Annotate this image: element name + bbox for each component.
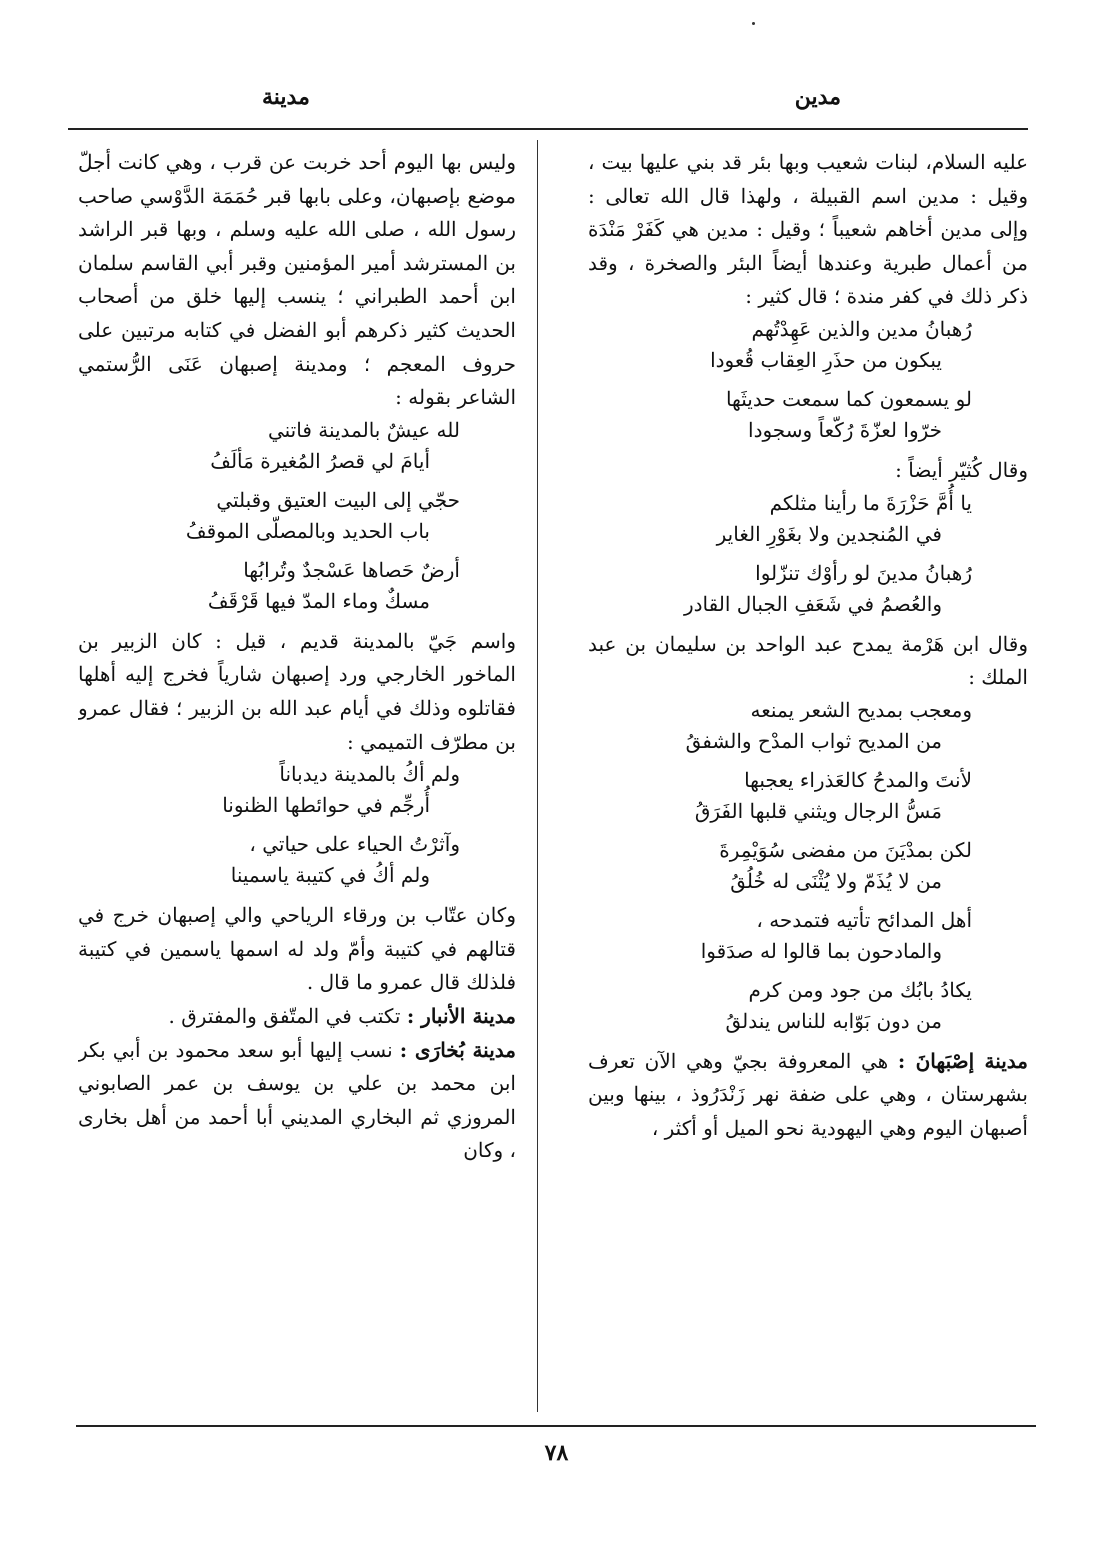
stanza-gap: [588, 446, 1028, 454]
stanza-gap: [588, 620, 1028, 628]
stanza-gap: [78, 547, 516, 555]
paragraph: عليه السلام، لبنات شعيب وبها بئر قد بني عليها بيت ، وقيل : مدين اسم القبيلة ، ولهذا قال الله تعالى : وإلى مدين أخاهم شعيباً ؛ وقيل : مدين هي كَفَرْ مَنْدَة من أعمال طبرية وعندها أيضاً البئر والصخرة ، وقد ذكر ذلك في كفر مندة ؛ قال كثير :: [588, 150, 1028, 309]
verse-couplet: [588, 558, 1028, 620]
running-header-right: مدين: [794, 84, 841, 110]
verse-first-hemistich: يكادُ بابُك من جود ومن كرم: [748, 977, 972, 1002]
verse-couplet: [78, 485, 516, 547]
verse-couplet: [78, 555, 516, 617]
verse-couplet: [588, 488, 1028, 550]
page-number: ٧٨: [544, 1440, 569, 1466]
verse-second-hemistich: أيامَ لي قصرُ المُغيرة مَألَفُ: [210, 448, 430, 473]
verse-first-hemistich: أرضٌ حَصاها عَسْجدٌ وتُرابُها: [243, 557, 460, 582]
verse-first-hemistich: رُهبانُ مدينَ لو رأوْك تنزّلوا: [755, 560, 972, 585]
verse-couplet: [78, 829, 516, 891]
verse-couplet: [78, 759, 516, 821]
verse-couplet: [78, 415, 516, 477]
entry-text: تكتب في المتّفق والمفترق .: [168, 1003, 407, 1028]
verse-couplet: [588, 695, 1028, 757]
verse-couplet: [588, 975, 1028, 1037]
column-divider: [537, 140, 538, 1412]
verse-first-hemistich: لكن بمدْيَنَ من مفضى سُوَيْمِرةَ: [719, 837, 972, 862]
verse-second-hemistich: أُرجِّم في حوائطها الظنونا: [222, 793, 430, 818]
stanza-gap: [78, 891, 516, 899]
verse-couplet: [588, 905, 1028, 967]
verse-first-hemistich: لأنتَ والمدحُ كالعَذراء يعجبها: [744, 767, 972, 792]
right-column: [588, 146, 1028, 1416]
verse-first-hemistich: لله عيشٌ بالمدينة فاتني: [267, 417, 460, 442]
footer-rule: [76, 1425, 1036, 1427]
stanza-gap: [588, 550, 1028, 558]
entry-headword: مدينة بُخارَى :: [399, 1037, 516, 1062]
verse-couplet: [588, 384, 1028, 446]
verse-couplet: [588, 835, 1028, 897]
verse-first-hemistich: أهل المدائح تأتيه فتمدحه ،: [756, 907, 972, 932]
verse-first-hemistich: ومعجب بمديح الشعر يمنعه: [750, 697, 972, 722]
running-header-left: مدينة: [262, 84, 310, 110]
verse-second-hemistich: ولم أكُ في كتيبة ياسمينا: [230, 863, 430, 888]
paragraph: وقال كُثيّر أيضاً :: [895, 457, 1028, 482]
verse-couplet: [588, 314, 1028, 376]
verse-first-hemistich: ولم أكُ بالمدينة ديدباناً: [279, 762, 460, 787]
header-rule: [68, 128, 1028, 130]
stanza-gap: [588, 897, 1028, 905]
stanza-gap: [588, 757, 1028, 765]
paragraph: وقال ابن هَرْمة يمدح عبد الواحد بن سليمان بن عبد الملك :: [588, 631, 1028, 690]
verse-first-hemistich: وآثرْتُ الحياء على حياتي ،: [249, 832, 460, 857]
verse-second-hemistich: من لا يُذَمّ ولا يُثْنَى له خُلُقُ: [730, 868, 942, 893]
verse-second-hemistich: باب الحديد وبالمصلّى الموقفُ: [185, 518, 430, 543]
verse-couplet: [588, 765, 1028, 827]
stanza-gap: [588, 967, 1028, 975]
entry-text: هي المعروفة بجيّ وهي الآن تعرف بشهرستان ، وهي على ضفة نهر زَنْدَرُوذ ، بينها وبين أصبهان اليوم وهي اليهودية نحو الميل أو أكثر ،: [588, 1048, 1028, 1140]
stanza-gap: [588, 1037, 1028, 1045]
verse-first-hemistich: يا أُمَّ حَزْرَةَ ما رأينا مثلكم: [769, 490, 972, 515]
verse-first-hemistich: لو يسمعون كما سمعت حديثَها: [725, 386, 972, 411]
paragraph: واسم جَيّ بالمدينة قديم ، قيل : كان الزبير بن الماخور الخارجي ورد إصبهان شارياً فخرج إليه أهلها فقاتلوه وذلك في أيام عبد الله بن الزبير ؛ فقال عمرو بن مطرّف التميمي :: [78, 628, 516, 754]
entry-headword: مدينة الأنبار :: [406, 1003, 516, 1028]
verse-first-hemistich: رُهبانُ مدين والذين عَهِدْتُهم: [751, 316, 972, 341]
stanza-gap: [78, 477, 516, 485]
verse-second-hemistich: من دون بَوّابه للناس يندلقُ: [725, 1008, 942, 1033]
stanza-gap: [78, 617, 516, 625]
verse-second-hemistich: خرّوا لعزّةَ رُكّعاً وسجودا: [748, 417, 942, 442]
stanza-gap: [588, 376, 1028, 384]
dictionary-entry: [588, 1045, 1028, 1146]
verse-second-hemistich: مَسُّ الرجال ويثني قلبها الفَرَقُ: [694, 798, 942, 823]
verse-second-hemistich: مسكٌ وماء المدّ فيها قَرْقَفُ: [207, 588, 430, 613]
stanza-gap: [588, 827, 1028, 835]
dictionary-entry: [78, 1000, 516, 1034]
verse-second-hemistich: والمادحون بما قالوا له صدَقوا: [700, 938, 942, 963]
entry-headword: مدينة إصْبَهانَ :: [897, 1048, 1028, 1073]
paragraph: وكان عتّاب بن ورقاء الرياحي والي إصبهان خرج في قتالهم في كتيبة وأمّ ولد له اسمها ياسمين في كتيبة فلذلك قال عمرو ما قال .: [78, 903, 516, 995]
verse-second-hemistich: في المُنجدين ولا بغَوْرِ الغاير: [716, 521, 942, 546]
dictionary-entry: [78, 1034, 516, 1168]
paragraph: وليس بها اليوم أحد خربت عن قرب ، وهي كانت أجلّ موضع بإصبهان، وعلى بابها قبر حُمَمَة الدَّوْسي صاحب رسول الله ، صلى الله عليه وسلم ، وبها قبر الراشد بن المسترشد أمير المؤمنين وقبر أبي القاسم سلمان ابن أحمد الطبراني ؛ ينسب إليها خلق من أصحاب الحديث كثير ذكرهم أبو الفضل في كتابه مرتبين على حروف المعجم ؛ ومدينة إصبهان عَنَى الرُّستمي الشاعر بقوله :: [78, 150, 516, 410]
stanza-gap: [78, 821, 516, 829]
left-column: [78, 146, 516, 1416]
verse-second-hemistich: والعُصمُ في شَعَفِ الجبال القادر: [683, 591, 942, 616]
top-dot: [752, 22, 755, 25]
verse-first-hemistich: حجّي إلى البيت العتيق وقبلتي: [216, 487, 460, 512]
verse-second-hemistich: يبكون من حذَرِ العِقاب قُعودا: [710, 347, 942, 372]
verse-second-hemistich: من المديح ثواب المدْح والشفقُ: [685, 728, 942, 753]
entry-text: نسب إليها أبو سعد محمود بن أبي بكر ابن محمد بن علي بن يوسف بن عمر الصابوني المروزي ثم البخاري المديني أبا أحمد من أهل بخارى ، وكان: [78, 1037, 516, 1163]
